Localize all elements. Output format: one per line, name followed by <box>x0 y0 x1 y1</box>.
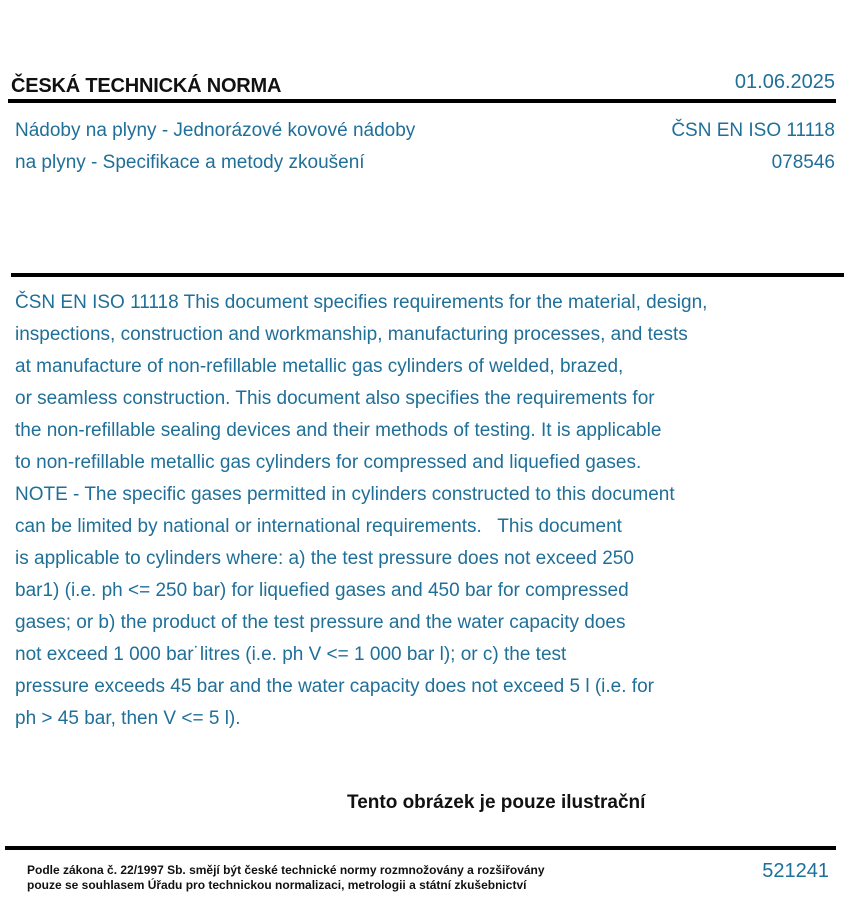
header-divider <box>8 99 836 103</box>
abstract-line: NOTE - The specific gases permitted in cylinders constructed to this document <box>15 484 675 505</box>
illustration-note: Tento obrázek je pouze ilustrační <box>347 792 646 813</box>
document-title-line: na plyny - Specifikace a metody zkoušení <box>15 152 365 173</box>
abstract-line: or seamless construction. This document also specifies the requirements for <box>15 388 655 409</box>
catalog-number: 078546 <box>771 152 835 173</box>
abstract-line: can be limited by national or international requirements. This document <box>15 516 622 537</box>
footer-divider <box>5 846 836 850</box>
abstract-line: gases; or b) the product of the test pressure and the water capacity does <box>15 612 626 633</box>
abstract-line: not exceed 1 000 bar˙litres (i.e. ph V <= 1 000 bar l); or c) the test <box>15 644 567 665</box>
document-title <box>15 115 575 179</box>
abstract-line: inspections, construction and workmanship, manufacturing processes, and tests <box>15 324 688 345</box>
section-divider <box>11 273 844 277</box>
legal-notice-line: Podle zákona č. 22/1997 Sb. smějí být české technické normy rozmnožovány a rozšiřovány <box>27 863 545 877</box>
document-title-line: Nádoby na plyny - Jednorázové kovové nádoby <box>15 120 416 141</box>
abstract-line: ČSN EN ISO 11118 This document specifies requirements for the material, design, <box>15 292 708 313</box>
abstract-line: ph > 45 bar, then V <= 5 l). <box>15 708 241 729</box>
abstract-text <box>15 287 815 735</box>
standard-id: ČSN EN ISO 11118 <box>671 120 835 141</box>
document-code: 521241 <box>762 860 829 882</box>
norm-title: ČESKÁ TECHNICKÁ NORMA <box>11 75 282 97</box>
abstract-line: at manufacture of non-refillable metallic gas cylinders of welded, brazed, <box>15 356 624 377</box>
abstract-line: to non-refillable metallic gas cylinders for compressed and liquefied gases. <box>15 452 642 473</box>
legal-notice-line: pouze se souhlasem Úřadu pro technickou normalizaci, metrologii a státní zkušebnictví <box>27 878 527 892</box>
publication-date: 01.06.2025 <box>734 71 835 93</box>
legal-notice <box>27 863 545 893</box>
abstract-line: pressure exceeds 45 bar and the water capacity does not exceed 5 l (i.e. for <box>15 676 654 697</box>
abstract-line: is applicable to cylinders where: a) the test pressure does not exceed 250 <box>15 548 634 569</box>
document-identifiers <box>671 115 835 179</box>
abstract-line: the non-refillable sealing devices and their methods of testing. It is applicable <box>15 420 662 441</box>
abstract-line: bar1) (i.e. ph <= 250 bar) for liquefied gases and 450 bar for compressed <box>15 580 629 601</box>
